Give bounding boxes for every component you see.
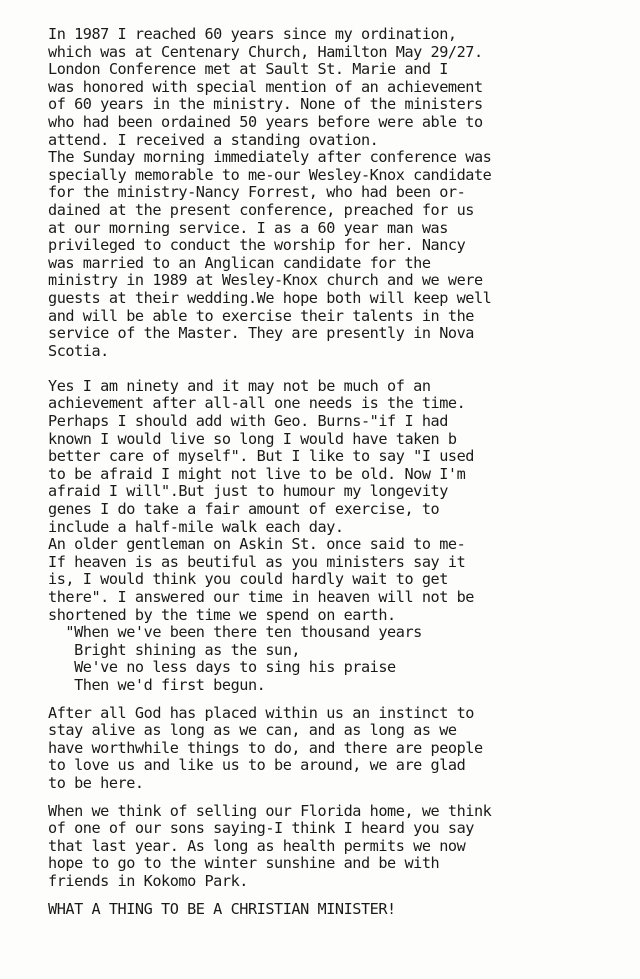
- text-line: privileged to conduct the worship for her. Nancy: [48, 236, 466, 255]
- text-line: which was at Centenary Church, Hamilton May 29/27.: [48, 42, 483, 61]
- text-line: specially memorable to me-our Wesley-Knox candidate: [48, 165, 492, 184]
- text-line: afraid I will".But just to humour my longevity: [48, 482, 448, 501]
- text-line: ministry in 1989 at Wesley-Knox church and we were: [48, 271, 483, 290]
- text-line: Yes I am ninety and it may not be much of an: [48, 376, 431, 395]
- text-line: have worthwhile things to do, and there are people: [48, 738, 483, 757]
- hymn-line: Bright shining as the sun,: [48, 640, 301, 659]
- text-line: and will be able to exercise their talents in the: [48, 306, 474, 325]
- text-line: stay alive as long as we can, and as long as we: [48, 721, 457, 740]
- closing-statement: [48, 901, 628, 919]
- typewritten-text-block: [48, 26, 628, 918]
- text-line: Scotia.: [48, 341, 109, 360]
- text-line: was honored with special mention of an achievement: [48, 77, 483, 96]
- text-line: better care of myself". But I like to say "I used: [48, 447, 474, 466]
- paragraph-ordination-anniversary: [48, 26, 628, 149]
- hymn-line: We've no less days to sing his praise: [48, 658, 396, 677]
- hymn-line: "When we've been there ten thousand years: [48, 623, 422, 642]
- text-line: to be here.: [48, 773, 144, 792]
- paragraph-sunday-service: [48, 149, 628, 360]
- text-line: is, I would think you could hardly wait to get: [48, 570, 448, 589]
- text-line: The Sunday morning immediately after conference was: [48, 148, 492, 167]
- text-line: If heaven is as beutiful as you ministers say it: [48, 552, 466, 571]
- text-line: to love us and like us to be around, we are glad: [48, 756, 466, 775]
- text-line: hope to go to the winter sunshine and be with: [48, 854, 440, 873]
- text-line: who had been ordained 50 years before were able to: [48, 112, 483, 131]
- text-line: London Conference met at Sault St. Marie and I: [48, 60, 448, 79]
- text-line: friends in Kokomo Park.: [48, 871, 248, 890]
- text-line: shortened by the time we spend on earth.: [48, 605, 396, 624]
- paragraph-spacer: [48, 360, 628, 378]
- text-line: After all God has placed within us an instinct to: [48, 703, 474, 722]
- text-line: An older gentleman on Askin St. once said to me-: [48, 535, 466, 554]
- text-line: known I would live so long I would have taken b: [48, 429, 457, 448]
- text-line: dained at the present conference, preached for us: [48, 200, 474, 219]
- text-line: service of the Master. They are presently in Nova: [48, 324, 474, 343]
- paragraph-spacer: [48, 891, 628, 901]
- text-line: In 1987 I reached 60 years since my ordination,: [48, 25, 457, 43]
- text-line: Perhaps I should add with Geo. Burns-"if I had: [48, 412, 448, 431]
- paragraph-heaven-hymn: [48, 536, 628, 694]
- text-line: at our morning service. I as a 60 year man was: [48, 218, 448, 237]
- paragraph-florida-home: [48, 803, 628, 891]
- text-line: that last year. As long as health permits we now: [48, 836, 466, 855]
- paragraph-instinct: [48, 705, 628, 793]
- text-line: guests at their wedding.We hope both will keep well: [48, 288, 492, 307]
- hymn-line: Then we'd first begun.: [48, 675, 266, 694]
- text-line: was married to an Anglican candidate for the: [48, 253, 431, 272]
- text-line: of one of our sons saying-I think I heard you say: [48, 819, 474, 838]
- text-line: genes I do take a fair amount of exercise, to: [48, 500, 440, 519]
- text-line: include a half-mile walk each day.: [48, 517, 344, 536]
- text-line: When we think of selling our Florida home, we think: [48, 801, 492, 820]
- text-line: of 60 years in the ministry. None of the ministers: [48, 95, 483, 114]
- text-line: attend. I received a standing ovation.: [48, 130, 379, 149]
- text-line: there". I answered our time in heaven will not be: [48, 588, 474, 606]
- text-line: to be afraid I might not live to be old. Now I'm: [48, 464, 466, 483]
- paragraph-ninety-years: [48, 378, 628, 536]
- text-line: for the ministry-Nancy Forrest, who had been or-: [48, 183, 466, 202]
- text-line: achievement after all-all one needs is the time.: [48, 394, 466, 413]
- closing-line: WHAT A THING TO BE A CHRISTIAN MINISTER!: [48, 899, 396, 918]
